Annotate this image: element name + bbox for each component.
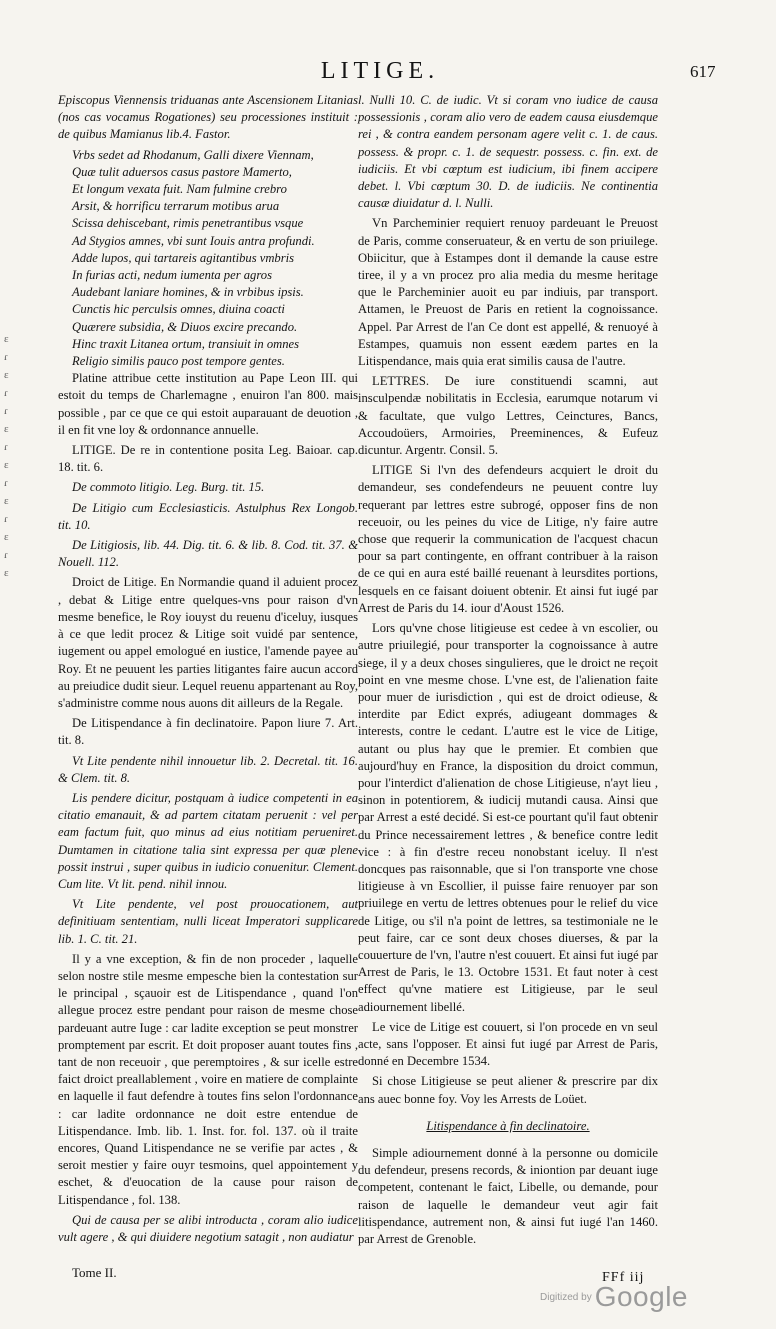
citation-paragraph: Vt Lite pendente, vel post prouocationem, aut definitiuam sententiam, nulli liceat Imperatori supplicare lib. 1. C. tit. 21. [58,897,358,946]
citation-paragraph: l. Nulli 10. C. de iudic. Vt si coram vno iudice de causa possessionis , coram alio vero de eadem causa eiusdemque rei , & contra eandem personam agere velit c. 1. de caus. possess. & propr. c. 1. de sequestr. possess. c. fin. ext. de iudiciis. Et vbi cœptum est iudicium, ibi finem accipere debet. l. Vbi cœptum 30. D. de iudiciis. Ne continentia causæ diuidatur d. l. Nulli. [358,93,658,211]
verse-block [58,147,358,371]
body-paragraph: Le vice de Litige est couuert, si l'on procede en vn seul acte, sans l'opposer. Et ainsi fut iugé par Arrest de Paris, donné en Decembre 1534. [358,1019,658,1069]
entry-paragraph: LITIGE. De re in contentione posita Leg. Baioar. cap. 18. tit. 6. [58,443,358,475]
verse-line: Quærere subsidia, & Diuos excire precando. [72,319,298,334]
verse-line: Et longum vexata fuit. Nam fulmine crebro [72,182,287,197]
verse-line: Vrbs sedet ad Rhodanum, Galli dixere Viennam, [72,147,314,162]
verse-line: Quæ tulit aduersos casus pastore Mamerto, [72,164,292,179]
page-number: 617 [690,62,716,81]
volume-label: Tome II. [72,1265,117,1280]
body-paragraph: Si chose Litigieuse se peut aliener & prescrire par dix ans auec bonne foy. Voy les Arrests de Loüet. [358,1074,658,1106]
right-column [358,92,658,1251]
citation-paragraph: Qui de causa per se alibi introducta , coram alio iudice vult agere , & qui diuidere negotium satagit , non audiatur [58,1212,358,1244]
body-paragraph: Simple adiournement donné à la personne ou domicile du defendeur, presens records, & iniontion par deuant iuge competent, contenant le faict, Libelle, ou demande, pour raison de laquelle le demandeur veut agir fait litispendance, autrement non, & ainsi fut iugé l'an 1460. par Arrest de Grenoble. [358,1145,658,1246]
citation-paragraph: De Litigio cum Ecclesiasticis. Astulphus Rex Longob. tit. 10. [58,500,358,532]
verse-line: In furias acti, nedum iumenta per agros [72,268,272,283]
margin-mark: ε [4,531,9,543]
margin-mark: ɾ [4,549,8,561]
margin-mark: ε [4,333,9,345]
digitization-watermark [540,1280,688,1314]
margin-mark: ε [4,567,9,579]
body-paragraph: Droict de Litige. En Normandie quand il aduient procez , debat & Litige entre quelques-vns pour raison d'vn mesme benefice, le Roy iouyst du reuenu d'iceluy, iusques à ce que ledit procez & Litige soit vuidé par sentence, iugement ou appel emologué en iustice, l'amende payee au Roy. Et ne peuuent les parties litigantes faire aucun accord au preiudice dudit sieur. Lequel reuenu appartenant au Roy, s'administre comme nous auons dit ailleurs de la Regale. [58,575,358,710]
verse-line: Cunctis hic perculsis omnes, diuina coacti [72,302,285,317]
printer-signature: FFf iij [602,1270,645,1285]
verse-line: Ad Stygios amnes, vbi sunt Iouis antra profundi. [72,233,315,248]
margin-mark: ɾ [4,441,8,453]
verse-line: Scissa dehiscebant, rimis penetrantibus vsque [72,216,304,231]
margin-mark: ɾ [4,477,8,489]
section-heading: Litispendance à fin declinatoire. [426,1118,590,1133]
verse-line: Adde lupos, qui tartareis agitantibus vmbris [72,250,295,265]
citation-paragraph: Vt Lite pendente nihil innouetur lib. 2. Decretal. tit. 16. & Clem. tit. 8. [58,753,358,785]
margin-mark: ɾ [4,513,8,525]
citation-paragraph: De Litigiosis, lib. 44. Dig. tit. 6. & lib. 8. Cod. tit. 37. & Nouell. 112. [58,538,358,570]
verse-line: Religio similis pauco post tempore gentes. [72,354,285,369]
intro-paragraph: Episcopus Viennensis triduanas ante Ascensionem Litanias (nos cas vocamus Rogationes) seu processiones instituit : de quibus Mamianus lib.4. Fastor. [58,93,358,142]
verse-line: Audebant laniare homines, & in vrbibus ipsis. [72,285,304,300]
body-paragraph: De Litispendance à fin declinatoire. Papon liure 7. Art. tit. 8. [58,716,358,748]
body-paragraph: Vn Parcheminier requiert renuoy pardeuant le Preuost de Paris, comme conseruateur, & en vertu de son priuilege. Obiicitur, que à Estampes dont il demande la cause estre tiree, il y a vn procez pro alia media du mesme heritage que le Parcheminier auoit eu par indiuis, par transport. Attamen, le Preuost de Paris en retient la cognoissance. Appel. Par Arrest de l'an Ce dont est appellé, & renuoyé à Estampes, quamuis non essent eædem partes en la Litispendance, mais quia erat similis causa de l'autre. [358,216,658,369]
margin-mark: ε [4,423,9,435]
verse-line: Hinc traxit Litanea ortum, transiuit in omnes [72,336,300,351]
entry-paragraph: LETTRES. De iure constituendi scamni, aut insculpendæ nobilitatis in Ecclesia, earumque notarum vi & facultate, que vulgo Lettres, Ceinctures, Bancs, Accoudoüers, Armoiries, Preeminences, & Eufeuz dicuntur. Argentr. Consil. 5. [358,374,658,458]
citation-paragraph: De commoto litigio. Leg. Burg. tit. 15. [72,480,265,495]
margin-mark: ε [4,369,9,381]
body-paragraph: Il y a vne exception, & fin de non proceder , laquelle selon nostre stile mesme empesche bien la contestation sur le principal , sçauoir est de Litispendance , quand l'on allegue procez estre pendant pour raison de mesme chose pardeuant autre Iuge : car ladite exception se peut monstrer promptement par escrit. Et doit proposer auant toutes fins , tant de non receuoir , que peremptoires , & sur icelle estre faict droict preallablement , voire en matiere de complainte en laquelle il faut defendre à toutes fins selon l'ordonnance : car ladite ordonnance ne doit estre entendue de Litispendance. Imb. lib. 1. Inst. for. fol. 137. où il traite encores, Quand Litispendance ne se verifie par actes , & seroit mestier y faire ouyr tesmoins, quel appointement y eschet, & d'euocation de la cause pour raison de Litispendance , fol. 138. [58,951,358,1207]
entry-paragraph: LITIGE Si l'vn des defendeurs acquiert le droit du demandeur, ses condefendeurs ne peuuent contre luy requerant par lettres estre subrogé, opposer fins de non receuoir, ou les peines du vice de Litige, n'y faire autre chose que requerir la communication de l'acquest chacun pour sa part contingente, en offrant contribuer à la raison de ce qui en aura esté baillé reuenant à leursdites portions, lesquels en ce faisant doiuent obtenir. Et ainsi fut iugé par Arrest de Paris du 14. iour d'Aoust 1526. [358,463,658,615]
margin-mark: ɾ [4,387,8,399]
verse-line: Arsit, & horrificu terrarum motibus arua [72,199,280,214]
margin-mark: ɾ [4,405,8,417]
margin-mark: ɾ [4,351,8,363]
margin-bleed-marks [4,330,16,582]
margin-mark: ε [4,459,9,471]
watermark-prefix: Digitized by [540,1291,592,1303]
citation-paragraph: Lis pendere dicitur, postquam à iudice competenti in ea citatio emanauit, & ad partem citatam peruenit : vel per eam factum fuit, quo minus ad eius notitiam perueniret. Dumtamen in citatione talia sint expressa per quæ plene possit instrui , super quibus in iudicio conuenitur. Clement. Cum lite. Vt lit. pend. nihil innou. [58,790,358,891]
body-paragraph: Platine attribue cette institution au Pape Leon III. qui estoit du temps de Charlemagne , enuiron l'an 800. mais possible , par ce que ce qui estoit auparauant de deuotion , il en fit vne loy & ordonnance annuelle. [58,371,358,437]
left-column [58,92,358,1249]
margin-mark: ε [4,495,9,507]
watermark-brand: Google [594,1281,688,1312]
running-head-title: LITIGE. [320,58,440,84]
body-paragraph: Lors qu'vne chose litigieuse est cedee à vn escolier, ou autre priuilegié, pour transporter la cognoissance à autre siege, il y a deux choses singulieres, que le droict ne reçoit point en vne mesme chose. L'vne est, de l'alienation faite pour muer de iurisdiction , qui est de droict odieuse, & interdite par Edict exprés, adiugeant dommages & interests, contre le cedant. L'autre est le vice de Litige, autant ou plus hay que le premier. Et combien que aujourd'huy en France, la disposition du droict commun, pour l'interdict d'alienation de chose Litigieuse, n'ayt lieu , sinon in potentiorem, & iudicij mutandi causa. Ainsi que par Arrest a esté decidé. Si est-ce pourtant qu'il faut obtenir du Prince necessairement lettres , & benefice contre ledit vice : à fin d'estre receu nonobstant iceluy. Il n'est doncques pas raisonnable, que si l'on transporte vne chose litigieuse à vn Escollier, il puisse faire renuoyer par son priuilege en vertu de lettres obtenues pour le relief du vice de Litige, ou s'il n'a point de lettres, sa testimoniale ne le peut faire, car ce sont deux choses diuerses, & par la couuerture de l'vn, l'autre n'est couuert. Et ainsi fut iugé par Arrest de Paris, le 13. Octobre 1531. Et faut noter à cest effect qu'vne matiere est Litigieuse, par le seul adiournement libellé. [358,621,658,1014]
